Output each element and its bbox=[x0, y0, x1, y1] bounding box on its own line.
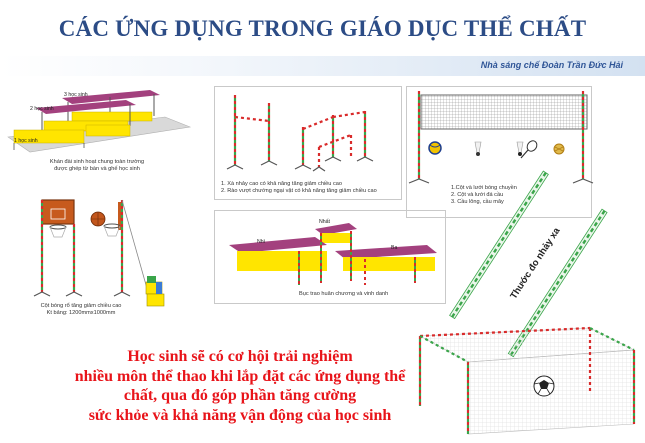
net-caption: 1.Cột và lưới bóng chuyền 2. Cột và lưới đá cầu 3. Cầu lông, cầu mây bbox=[451, 185, 517, 205]
podium-label-second: Nhì bbox=[257, 239, 266, 245]
stands-caption: Khán đài sinh hoạt chung toàn trường được ghép từ bàn và ghế học sinh bbox=[49, 159, 145, 172]
page-title: CÁC ỨNG DỤNG TRONG GIÁO DỤC THỂ CHẤT bbox=[58, 16, 587, 41]
podium-illustration bbox=[215, 211, 445, 303]
podium-caption: Bục trao huân chương và vinh danh bbox=[299, 291, 389, 297]
podium-label-third: Ba bbox=[391, 245, 398, 251]
promo-message: Học sinh sẽ có cơ hội trải nghiệm nhiều môn thể thao khi lắp đặt các ứng dụng thể chất, qua đó góp phần tăng cường sức khỏe và khả năng vận động của học sinh bbox=[74, 348, 406, 424]
stand-label-2: 2 học sinh bbox=[30, 106, 54, 112]
ruler-label: Thước đo nhảy xa bbox=[508, 225, 563, 302]
basketball-panel bbox=[28, 192, 178, 332]
goal-panel bbox=[410, 322, 642, 440]
basketball-caption: Cột bóng rổ tăng giảm chiều cao Kt bảng: 1200mmx1000mm bbox=[40, 303, 122, 316]
stand-label-1: 1 học sinh bbox=[14, 138, 38, 144]
stand-label-3: 3 học sinh bbox=[64, 92, 88, 98]
podium-label-first: Nhất bbox=[319, 219, 330, 225]
podium-panel bbox=[214, 210, 446, 304]
stands-panel bbox=[0, 80, 200, 195]
ruler-panel bbox=[450, 200, 610, 330]
net-panel bbox=[406, 86, 592, 218]
goal-illustration bbox=[410, 322, 642, 440]
hurdles-caption: 1. Xà nhảy cao có khả năng tăng giảm chiều cao 2. Rào vượt chướng ngại vật có khả năng tăng giảm chiều cao bbox=[221, 181, 377, 194]
author-credit: Nhà sáng chế Đoàn Trần Đức Hải bbox=[480, 60, 623, 70]
hurdles-panel bbox=[214, 86, 402, 200]
